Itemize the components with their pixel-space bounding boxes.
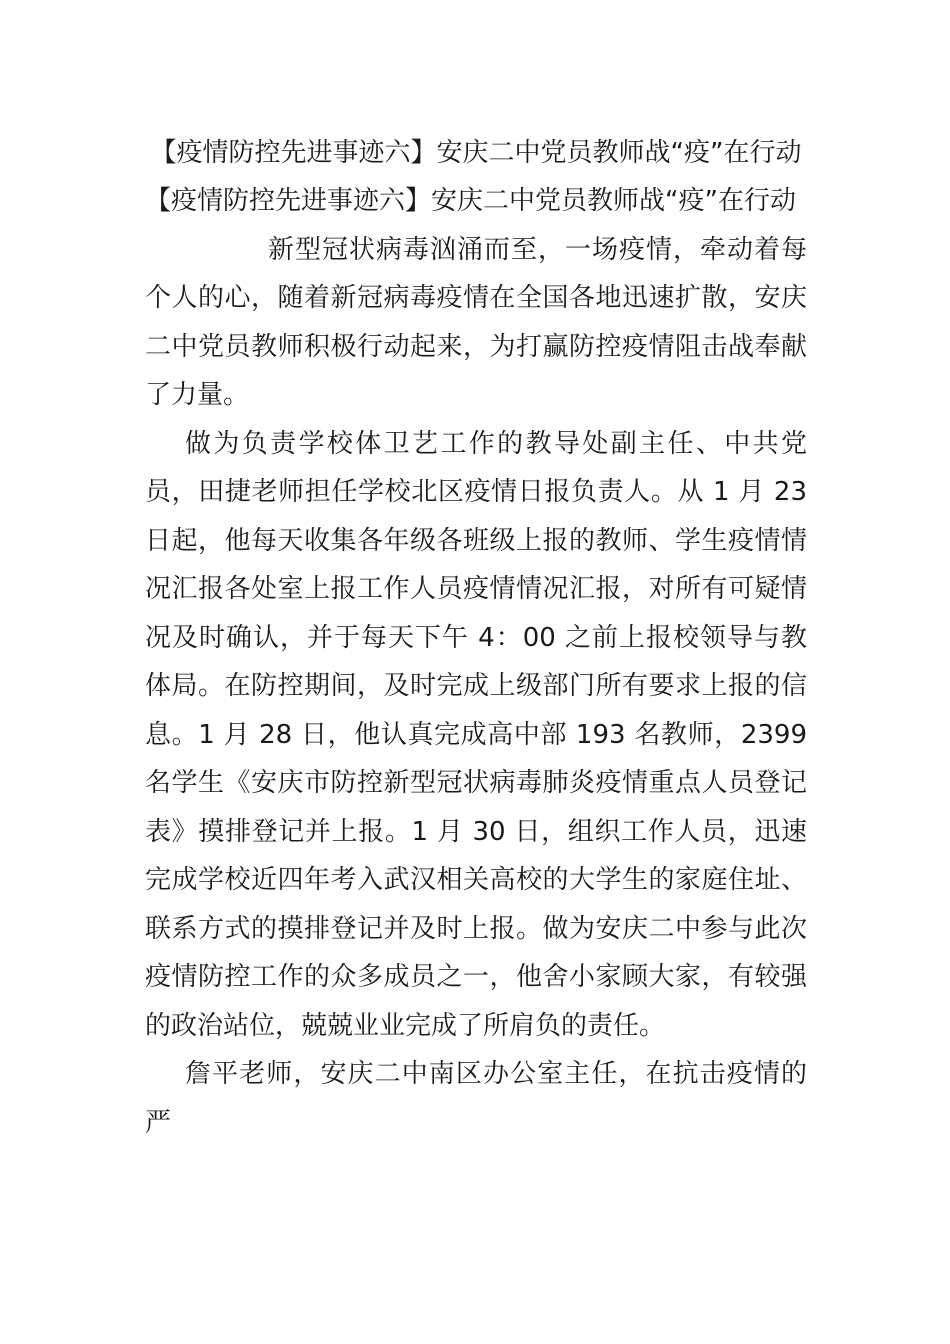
zhan-ping-paragraph: 詹平老师，安庆二中南区办公室主任，在抗击疫情的严	[145, 1059, 807, 1138]
intro-paragraph: 新型冠状病毒汹涌而至，一场疫情，牵动着每个人的心，随着新冠病毒疫情在全国各地迅速扩散，安庆二中党员教师积极行动起来，为打赢防控疫情阻击战奉献了力量。	[145, 234, 807, 410]
document-body	[145, 129, 807, 1147]
repeated-title-paragraph: 【疫情防控先进事迹六】安庆二中党员教师战“疫”在行动	[145, 186, 796, 216]
document-title: 【疫情防控先进事迹六】安庆二中党员教师战“疫”在行动	[150, 138, 802, 168]
tian-jie-paragraph: 做为负责学校体卫艺工作的教导处副主任、中共党员，田捷老师担任学校北区疫情日报负责人。从 1 月 23 日起，他每天收集各年级各班级上报的教师、学生疫情情况汇报各处室上报工作人员疫情情况汇报，对所有可疑情况及时确认，并于每天下午 4：00 之前上报校领导与教体局。在防控期间，及时完成上级部门所有要求上报的信息。1 月 28 日，他认真完成高中部 193 名教师，2399 名学生《安庆市防控新型冠状病毒肺炎疫情重点人员登记表》摸排登记并上报。1 月 30 日，组织工作人员，迅速完成学校近四年考入武汉相关高校的大学生的家庭住址、联系方式的摸排登记并及时上报。做为安庆二中参与此次疫情防控工作的众多成员之一，他舍小家顾大家，有较强的政治站位，兢兢业业完成了所肩负的责任。	[145, 428, 807, 1041]
